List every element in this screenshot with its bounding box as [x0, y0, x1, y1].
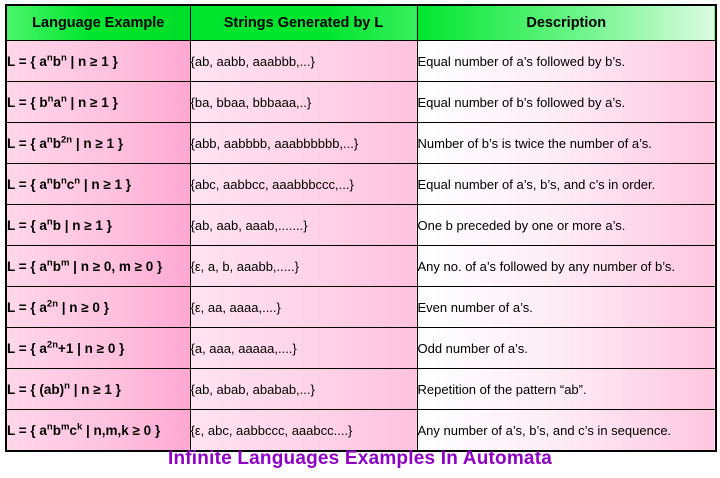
cell-language-example: [6, 123, 190, 164]
lang-mid2: c: [66, 176, 75, 192]
cell-language-example: [6, 246, 190, 287]
lang-sup1: n: [47, 93, 54, 104]
cell-description: Equal number of b’s followed by a’s.: [417, 82, 716, 123]
lang-mid: b: [52, 53, 61, 69]
cell-strings-generated: {a, aaa, aaaaa,....}: [190, 328, 417, 369]
table-row: [6, 123, 716, 164]
cell-description: Equal number of a’s, b’s, and c’s in order.: [417, 164, 716, 205]
lang-suffix: | n ≥ 0 }: [73, 340, 125, 356]
lang-prefix: L = { a: [7, 135, 47, 151]
lang-prefix: L = { a: [7, 217, 47, 233]
lang-prefix: L = { b: [7, 94, 48, 110]
lang-prefix: L = { a: [7, 340, 47, 356]
cell-language-example: [6, 164, 190, 205]
lang-mid: b: [52, 176, 61, 192]
lang-prefix: L = { a: [7, 53, 47, 69]
cell-strings-generated: {abb, aabbbb, aaabbbbbb,...}: [190, 123, 417, 164]
lang-sup3: k: [76, 421, 83, 432]
lang-prefix: L = { (ab): [7, 381, 65, 397]
cell-strings-generated: {ba, bbaa, bbbaaa,..}: [190, 82, 417, 123]
lang-sup2: n: [60, 93, 67, 104]
cell-strings-generated: {ε, a, b, aaabb,.....}: [190, 246, 417, 287]
table-row: [6, 82, 716, 123]
cell-strings-generated: {ab, aab, aaab,.......}: [190, 205, 417, 246]
lang-suffix: | n ≥ 1 }: [60, 217, 112, 233]
cell-language-example: [6, 41, 190, 82]
lang-mid2: c: [69, 422, 77, 438]
lang-sup1: n: [46, 216, 53, 227]
cell-description: Equal number of a’s followed by b’s.: [417, 41, 716, 82]
cell-language-example: [6, 369, 190, 410]
lang-mid: b: [52, 258, 61, 274]
lang-prefix: L = { a: [7, 176, 47, 192]
cell-language-example: [6, 410, 190, 452]
lang-prefix: L = { a: [7, 422, 47, 438]
lang-sup1: n: [46, 52, 53, 63]
lang-suffix: | n ≥ 1 }: [69, 381, 121, 397]
cell-strings-generated: {ab, abab, ababab,...}: [190, 369, 417, 410]
table-row: [6, 246, 716, 287]
cell-language-example: [6, 328, 190, 369]
lang-mid: b: [52, 217, 61, 233]
table-row: [6, 287, 716, 328]
column-header-description: Description: [417, 5, 716, 41]
table-row: [6, 369, 716, 410]
table-row: [6, 41, 716, 82]
lang-sup2: 2n: [60, 134, 73, 145]
lang-sup2: n: [60, 175, 67, 186]
lang-suffix: | n ≥ 1 }: [72, 135, 124, 151]
lang-mid: +1: [58, 340, 74, 356]
cell-description: Even number of a’s.: [417, 287, 716, 328]
lang-suffix: | n,m,k ≥ 0 }: [82, 422, 161, 438]
cell-description: Odd number of a’s.: [417, 328, 716, 369]
table-body: [6, 41, 716, 452]
cell-language-example: [6, 287, 190, 328]
lang-suffix: | n ≥ 0 }: [58, 299, 109, 315]
lang-prefix: L = { a: [7, 299, 47, 315]
lang-sup1: 2n: [46, 339, 58, 350]
table-row: [6, 328, 716, 369]
lang-sup2: n: [60, 52, 67, 63]
lang-mid: a: [53, 94, 61, 110]
cell-strings-generated: {abc, aabbcc, aaabbbccc,...}: [190, 164, 417, 205]
cell-language-example: [6, 205, 190, 246]
lang-sup2: m: [60, 257, 70, 268]
table-header-row: [6, 5, 716, 41]
lang-suffix: | n ≥ 1 }: [80, 176, 132, 192]
table-row: [6, 410, 716, 452]
lang-suffix: | n ≥ 1 }: [66, 53, 118, 69]
figure-caption: Infinite Languages Examples In Automata: [168, 448, 552, 469]
lang-prefix: L = { a: [7, 258, 47, 274]
lang-mid: b: [52, 135, 61, 151]
table-row: [6, 205, 716, 246]
lang-sup1: n: [46, 175, 53, 186]
cell-description: One b preceded by one or more a’s.: [417, 205, 716, 246]
cell-strings-generated: {ε, abc, aabbccc, aaabcc....}: [190, 410, 417, 452]
lang-sup1: n: [46, 421, 53, 432]
cell-language-example: [6, 82, 190, 123]
cell-description: Any no. of a’s followed by any number of b’s.: [417, 246, 716, 287]
cell-strings-generated: {ab, aabb, aaabbb,...}: [190, 41, 417, 82]
lang-suffix: | n ≥ 1 }: [66, 94, 118, 110]
lang-sup1: n: [46, 257, 53, 268]
lang-sup1: 2n: [46, 298, 58, 309]
lang-sup2: m: [60, 421, 70, 432]
lang-sup1: n: [46, 134, 53, 145]
infinite-languages-table: [5, 4, 717, 452]
column-header-language-example: Language Example: [6, 5, 190, 41]
lang-suffix: | n ≥ 0, m ≥ 0 }: [69, 258, 163, 274]
cell-strings-generated: {ε, aa, aaaa,....}: [190, 287, 417, 328]
lang-mid: b: [52, 422, 61, 438]
lang-sup1: n: [64, 380, 70, 391]
column-header-strings-generated: Strings Generated by L: [190, 5, 417, 41]
cell-description: Number of b’s is twice the number of a’s.: [417, 123, 716, 164]
table-row: [6, 164, 716, 205]
lang-sup3: n: [74, 175, 81, 186]
cell-description: Repetition of the pattern “ab”.: [417, 369, 716, 410]
cell-description: Any number of a’s, b’s, and c’s in sequence.: [417, 410, 716, 452]
